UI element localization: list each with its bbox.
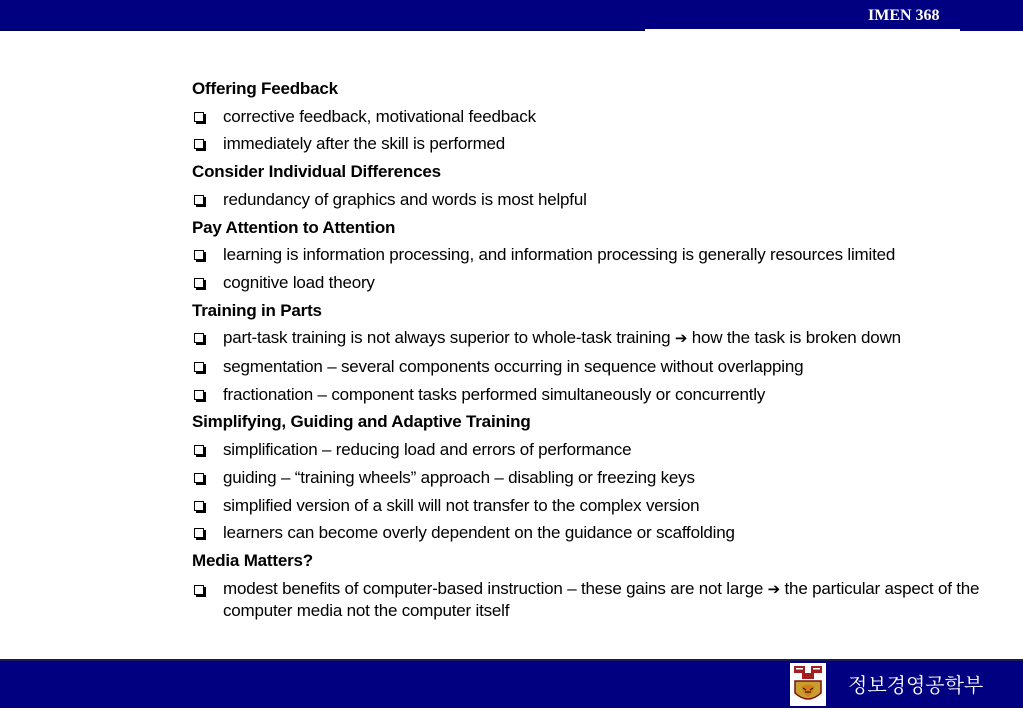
right-arrow-icon: ➔ xyxy=(767,579,781,598)
bullet-item xyxy=(192,381,982,409)
bullet-item xyxy=(192,519,982,547)
section-heading: Pay Attention to Attention xyxy=(192,217,396,237)
bullet-item xyxy=(192,436,982,464)
checkbox-bullet-icon xyxy=(194,585,204,595)
bullet-item xyxy=(192,575,982,622)
checkbox-bullet-icon xyxy=(194,195,204,205)
checkbox-bullet-icon xyxy=(194,278,204,288)
bullet-item xyxy=(192,130,982,158)
section-heading: Simplifying, Guiding and Adaptive Training xyxy=(192,412,531,432)
bullet-text: simplified version of a skill will not transfer to the complex version xyxy=(223,495,700,515)
bullet-text: learners can become overly dependent on the guidance or scaffolding xyxy=(223,523,735,543)
bullet-text: corrective feedback, motivational feedback xyxy=(223,106,536,126)
bullet-item xyxy=(192,464,982,492)
section-heading: Offering Feedback xyxy=(192,79,338,98)
header-divider-light xyxy=(645,29,960,31)
header-divider-dark xyxy=(0,29,645,31)
checkbox-bullet-icon xyxy=(194,445,204,455)
right-arrow-icon: ➔ xyxy=(674,329,688,348)
bullet-item xyxy=(192,492,982,520)
bullet-item xyxy=(192,241,982,269)
department-name: 정보경영공학부 xyxy=(848,673,984,697)
bullet-text: the particular aspect of the computer media not the computer itself xyxy=(223,578,980,620)
course-code: IMEN 368 xyxy=(868,7,940,24)
section-heading: Media Matters? xyxy=(192,550,313,570)
bullet-item xyxy=(192,353,982,381)
bullet-text: immediately after the skill is performed xyxy=(223,134,506,154)
checkbox-bullet-icon xyxy=(194,250,204,260)
checkbox-bullet-icon xyxy=(194,390,204,400)
bullet-text: cognitive load theory xyxy=(223,272,375,292)
bullet-text: modest benefits of computer-based instruction – these gains are not large xyxy=(223,578,768,598)
bullet-item xyxy=(192,186,982,214)
checkbox-bullet-icon xyxy=(194,528,204,538)
bullet-text: fractionation – component tasks performed simultaneously or concurrently xyxy=(223,384,766,404)
bullet-item xyxy=(192,269,982,297)
bullet-item xyxy=(192,103,982,131)
university-crest-icon xyxy=(790,663,826,706)
checkbox-bullet-icon xyxy=(194,333,204,343)
checkbox-bullet-icon xyxy=(194,473,204,483)
bullet-item xyxy=(192,324,982,353)
bullet-text: guiding – “training wheels” approach – disabling or freezing keys xyxy=(223,467,695,487)
slide-content xyxy=(192,75,982,622)
checkbox-bullet-icon xyxy=(194,139,204,149)
bullet-text: simplification – reducing load and errors of performance xyxy=(223,440,632,460)
checkbox-bullet-icon xyxy=(194,501,204,511)
bullet-text: segmentation – several components occurring in sequence without overlapping xyxy=(223,357,804,377)
section-heading: Consider Individual Differences xyxy=(192,162,441,182)
bullet-text: learning is information processing, and information processing is generally resources limited xyxy=(223,245,896,265)
bullet-text: part-task training is not always superior to whole-task training xyxy=(223,328,675,348)
bullet-text: redundancy of graphics and words is most helpful xyxy=(223,189,587,209)
section-heading: Training in Parts xyxy=(192,300,322,320)
checkbox-bullet-icon xyxy=(194,362,204,372)
bullet-text: how the task is broken down xyxy=(687,328,901,348)
footer-divider xyxy=(0,659,1023,661)
checkbox-bullet-icon xyxy=(194,112,204,122)
